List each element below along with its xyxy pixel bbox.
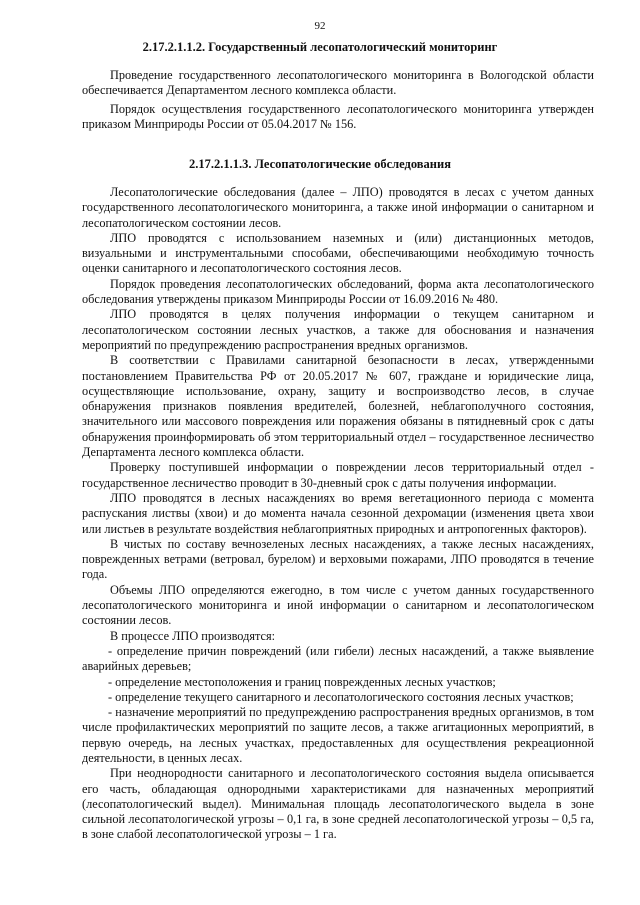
list-item: - определение причин повреждений (или гибели) лесных насаждений, а также выявление аварийных деревьев; [82, 643, 594, 674]
section-heading-surveys: 2.17.2.1.1.3. Лесопатологические обследования [189, 157, 451, 171]
paragraph: Проведение государственного лесопатологического мониторинга в Вологодской области обеспечивается Департаментом лесного комплекса области. [82, 68, 594, 98]
paragraph: ЛПО проводятся в лесных насаждениях во время вегетационного периода с момента распускания листвы (хвои) и до момента начала сезонной дехромации (изменения цвета хвои или листьев в результате воздействия неблагоприятных природных и антропогенных факторов). [82, 490, 594, 536]
list-item: - определение текущего санитарного и лесопатологического состояния лесных участков; [108, 689, 574, 704]
list-item: - определение местоположения и границ поврежденных лесных участков; [108, 674, 496, 689]
paragraph: В чистых по составу вечнозеленых лесных насаждениях, а также лесных насаждениях, поврежденных ветрами (ветровал, бурелом) и верховыми пожарами, ЛПО проводятся в течение года. [82, 536, 594, 582]
paragraph: Объемы ЛПО определяются ежегодно, в том числе с учетом данных государственного лесопатологического мониторинга и иной информации о санитарном и лесопатологическом состоянии лесов. [82, 582, 594, 628]
paragraph: Лесопатологические обследования (далее – ЛПО) проводятся в лесах с учетом данных государственного лесопатологического мониторинга, а также иной информации о санитарном и лесопатологическом состоянии лесов. [82, 185, 594, 230]
list-item: - назначение мероприятий по предупреждению распространения вредных организмов, в том числе профилактических мероприятий по защите лесов, а также агитационных мероприятий, в первую очередь, на лесных участках, предоставленных для осуществления рекреационной деятельности, в ценных лесах. [82, 705, 594, 765]
section-body-surveys [82, 185, 594, 843]
paragraph: ЛПО проводятся с использованием наземных и (или) дистанционных методов, визуальными и инструментальными способами, обеспечивающими необходимую точность оценки санитарного и лесопатологического состояния лесов. [82, 230, 594, 276]
paragraph: Проверку поступившей информации о повреждении лесов территориальный отдел - государственное лесничество проводит в 30-дневный срок с даты получения информации. [82, 460, 594, 490]
paragraph: В процессе ЛПО производятся: [110, 628, 276, 643]
paragraph: Порядок осуществления государственного лесопатологического мониторинга утвержден приказом Минприроды России от 05.04.2017 № 156. [82, 101, 594, 131]
paragraph: При неоднородности санитарного и лесопатологического состояния выдела описывается его часть, обладающая однородными характеристиками для назначенных мероприятий (лесопатологический выдел). Минимальная площадь лесопатологического выдела в зоне сильной лесопатологической угрозы – 0,1 га, в зоне средней лесопатологической угрозы – 0,5 га, в зоне слабой лесопатологической угрозы – 1 га. [82, 766, 594, 842]
section-body-monitoring [82, 68, 594, 132]
section-heading-monitoring: 2.17.2.1.1.2. Государственный лесопатологический мониторинг [142, 40, 498, 54]
paragraph: В соответствии с Правилами санитарной безопасности в лесах, утвержденными постановлением Правительства РФ от 20.05.2017 № 607, граждане и юридические лица, осуществляющие использование, охрану, защиту и воспроизводство лесов, в случае обнаружения признаков появления вредителей, болезней, неблагополучного состояния, значительного или массового повреждения или поражения обязаны в пятидневный срок с даты обнаружения проинформировать об этом территориальный отдел – государственное лесничество Департамента лесного комплекса области. [82, 353, 594, 460]
page-number: 92 [314, 20, 326, 32]
paragraph: ЛПО проводятся в целях получения информации о текущем санитарном и лесопатологическом состоянии лесных участков, а также для обоснования и назначения мероприятий по предупреждению распространения вредных организмов. [82, 307, 594, 352]
paragraph: Порядок проведения лесопатологических обследований, форма акта лесопатологического обследования утверждены приказом Минприроды России от 16.09.2016 № 480. [82, 276, 594, 307]
